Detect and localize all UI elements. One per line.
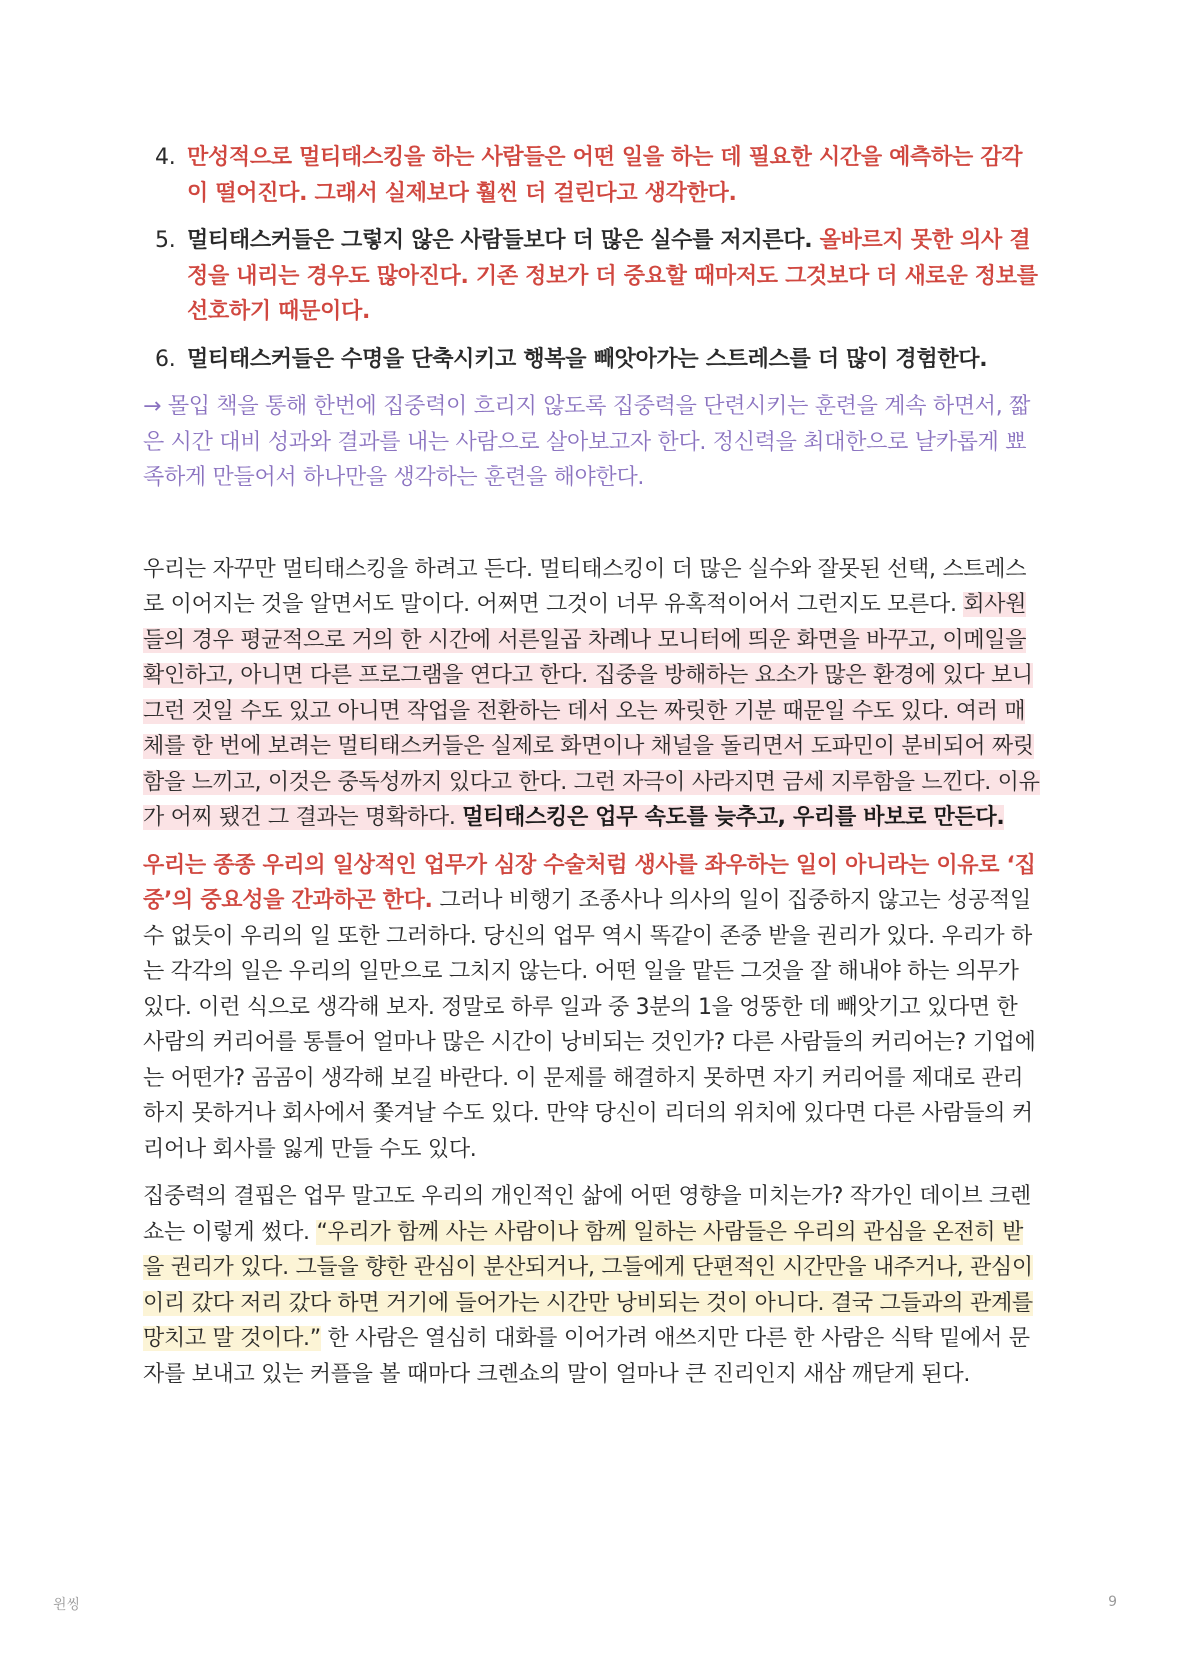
- list-number: 5.: [155, 228, 176, 253]
- quote-highlighted-text: “우리가 함께 사는 사람이나 함께 일하는 사람들은 우리의 관심을 온전히 받을 권리가 있다. 그들을 향한 관심이 분산되거나, 그들에게 단편적인 시간만을 내주거나, 관심이 이리 갔다 저리 갔다 하면 거기에 들어가는 시간만 낭비되는 것이 아니다. 결국 그들과의 관계를 망치고 말 것이다.”: [143, 1219, 1033, 1351]
- list-item-bold-text: 멀티태스커들은 그렇지 않은 사람들보다 더 많은 실수를 저지른다.: [187, 228, 820, 253]
- list-number: 4.: [155, 145, 176, 170]
- list-item: [143, 223, 1043, 330]
- bold-highlighted-text: 멀티태스킹은 업무 속도를 늦추고, 우리를 바보로 만든다.: [462, 805, 1005, 830]
- footer-book-title: 윈씽: [53, 1597, 81, 1613]
- list-number: 6.: [155, 346, 176, 372]
- numbered-list: [143, 140, 1043, 377]
- paragraph-text: 집중력의 결핍은 업무 말고도 우리의 개인적인 삶에 어떤 영향을 미치는가? 작가인 데이브 크렌쇼는 이렇게 썼다.: [143, 1184, 1031, 1245]
- paragraph-multitasking: [143, 552, 1043, 836]
- spacer: [143, 1167, 1043, 1179]
- red-emphasis-text: 우리는 종종 우리의 일상적인 업무가 심장 수술처럼 생사를 좌우하는 일이 아니라는 이유로 ‘집중’의 중요성을 간과하곤 한다.: [143, 852, 1036, 913]
- paragraph-text: 한 사람은 열심히 대화를 이어가려 애쓰지만 다른 한 사람은 식탁 밑에서 문자를 보내고 있는 커플을 볼 때마다 크렌쇼의 말이 얼마나 큰 진리인지 새삼 깨닫게 된다.: [143, 1326, 1030, 1387]
- list-item-bold-text: 멀티태스커들은 수명을 단축시키고 행복을 빼앗아가는 스트레스를 더 많이 경험한다.: [187, 346, 988, 372]
- list-item-red-text: 만성적으로 멀티태스킹을 하는 사람들은 어떤 일을 하는 데 필요한 시간을 예측하는 감각이 떨어진다. 그래서 실제보다 훨씬 더 걸린다고 생각한다.: [187, 145, 1023, 206]
- paragraph-personal-life: [143, 1179, 1043, 1392]
- page-number: 9: [1108, 1594, 1117, 1610]
- paragraph-text: 우리는 자꾸만 멀티태스킹을 하려고 든다. 멀티태스킹이 더 많은 실수와 잘못된 선택, 스트레스로 이어지는 것을 알면서도 말이다. 어쩌면 그것이 너무 유혹적이어서 그런지도 모른다.: [143, 556, 1027, 617]
- list-item-red-text: 올바르지 못한 의사 결정을 내리는 경우도 많아진다. 기존 정보가 더 중요할 때마저도 그것보다 더 새로운 정보를 선호하기 때문이다.: [187, 228, 1038, 324]
- page-content: [143, 140, 1043, 1392]
- spacer: [143, 496, 1043, 552]
- list-item: [143, 342, 1043, 378]
- reflection-note: → 몰입 책을 통해 한번에 집중력이 흐리지 않도록 집중력을 단련시키는 훈련을 계속 하면서, 짧은 시간 대비 성과와 결과를 내는 사람으로 살아보고자 한다. 정신력을 최대한으로 날카롭게 뾰족하게 만들어서 하나만을 생각하는 훈련을 해야한다.: [143, 394, 1031, 490]
- list-item: [143, 140, 1043, 211]
- highlighted-text: 회사원들의 경우 평균적으로 거의 한 시간에 서른일곱 차례나 모니터에 띄운 화면을 바꾸고, 이메일을 확인하고, 아니면 다른 프로그램을 연다고 한다. 집중을 방해하는 요소가 많은 환경에 있다 보니 그런 것일 수도 있고 아니면 작업을 전환하는 데서 오는 짜릿한 기분 때문일 수도 있다. 여러 매체를 한 번에 보려는 멀티태스커들은 실제로 화면이나 채널을 돌리면서 도파민이 분비되어 짜릿함을 느끼고, 이것은 중독성까지 있다고 한다. 그런 자극이 사라지면 금세 지루함을 느낀다. 이유가 어찌 됐건 그 결과는 명확하다.: [143, 592, 1040, 830]
- paragraph-text: 그러나 비행기 조종사나 의사의 일이 집중하지 않고는 성공적일 수 없듯이 우리의 일 또한 그러하다. 당신의 업무 역시 똑같이 존중 받을 권리가 있다. 우리가 하는 각각의 일은 우리의 일만으로 그치지 않는다. 어떤 일을 맡든 그것을 잘 해내야 하는 의무가 있다. 이런 식으로 생각해 보자. 정말로 하루 일과 중 3분의 1을 엉뚱한 데 빼앗기고 있다면 한 사람의 커리어를 통틀어 얼마나 많은 시간이 낭비되는 것인가? 다른 사람들의 커리어는? 기업에는 어떤가? 곰곰이 생각해 보길 바란다. 이 문제를 해결하지 못하면 자기 커리어를 제대로 관리하지 못하거나 회사에서 쫓겨날 수도 있다. 만약 당신이 리더의 위치에 있다면 다른 사람들의 커리어나 회사를 잃게 만들 수도 있다.: [143, 888, 1036, 1162]
- paragraph-focus: [143, 848, 1043, 1168]
- spacer: [143, 836, 1043, 848]
